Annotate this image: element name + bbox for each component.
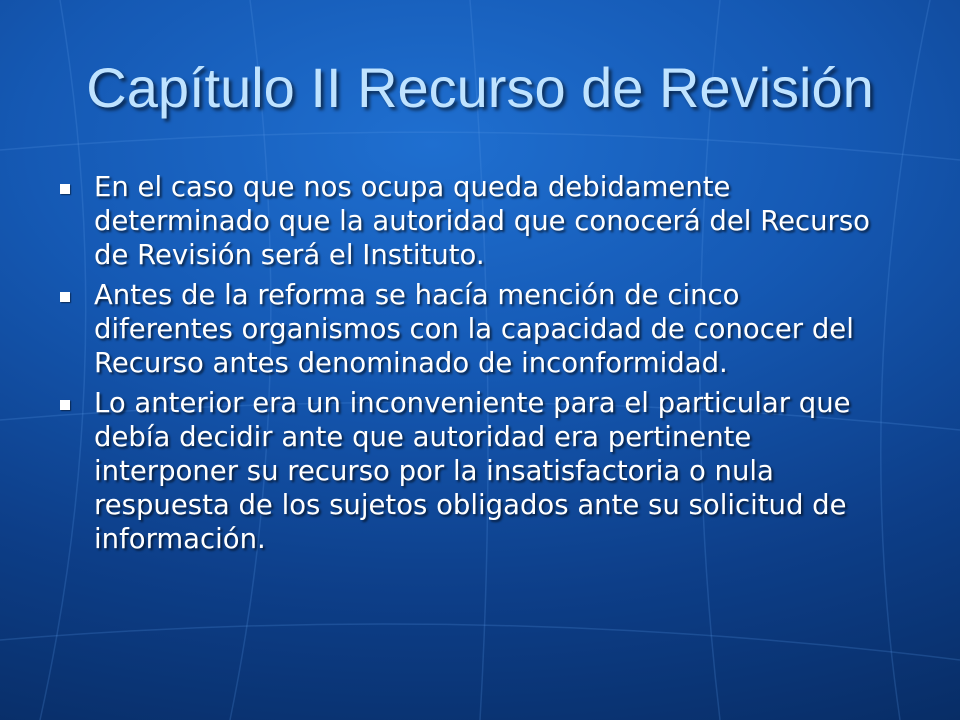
bullet-item bbox=[56, 278, 876, 380]
bullet-text: En el caso que nos ocupa queda debidamente determinado que la autoridad que conocerá del Recurso de Revisión será el Instituto. bbox=[94, 171, 870, 271]
slide-title: Capítulo II Recurso de Revisión bbox=[86, 56, 874, 119]
square-bullet-icon bbox=[60, 400, 70, 410]
bullet-text: Lo anterior era un inconveniente para el particular que debía decidir ante que autoridad era pertinente interponer su recurso por la insatisfactoria o nula respuesta de los sujetos obligados ante su solicitud de información. bbox=[94, 387, 851, 555]
square-bullet-icon bbox=[60, 292, 70, 302]
bullet-text: Antes de la reforma se hacía mención de cinco diferentes organismos con la capacidad de conocer del Recurso antes denominado de inconformidad. bbox=[94, 279, 854, 379]
square-bullet-icon bbox=[60, 184, 70, 194]
bullet-item bbox=[56, 386, 876, 556]
bullet-item bbox=[56, 170, 876, 272]
bullet-list bbox=[56, 170, 876, 562]
